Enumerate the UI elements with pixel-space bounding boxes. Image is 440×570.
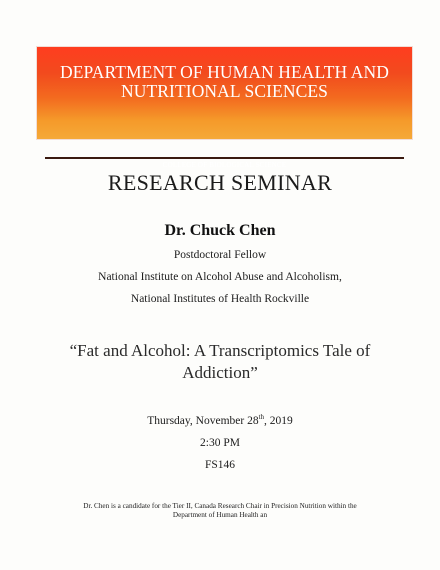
speaker-institute: National Institute on Alcohol Abuse and Alcoholism,	[98, 271, 342, 283]
department-title-line2: NUTRITIONAL SCIENCES	[121, 81, 328, 101]
speaker-organization: National Institutes of Health Rockville	[130, 293, 310, 305]
seminar-heading: RESEARCH SEMINAR	[107, 170, 333, 195]
department-title-line1: DEPARTMENT OF HUMAN HEALTH AND	[60, 62, 389, 82]
talk-title-line2: Addiction”	[182, 363, 258, 382]
department-banner	[37, 47, 412, 169]
department-title	[37, 63, 412, 101]
candidate-note	[40, 502, 400, 520]
candidate-note-line1: Dr. Chen is a candidate for the Tier II, Canada Research Chair in Precision Nutrition within the	[83, 502, 357, 510]
banner-divider	[45, 157, 404, 159]
event-room: FS146	[204, 459, 236, 471]
talk-title-line1: “Fat and Alcohol: A Transcriptomics Tale of	[69, 341, 371, 360]
candidate-note-line2: Department of Human Health an	[172, 511, 268, 519]
speaker-position: Postdoctoral Fellow	[173, 249, 267, 261]
talk-title	[20, 340, 420, 384]
event-date	[0, 413, 440, 427]
event-date-ordinal: th	[258, 413, 265, 421]
speaker-name: Dr. Chuck Chen	[164, 222, 276, 239]
event-time: 2:30 PM	[200, 437, 240, 449]
event-date-year: , 2019	[264, 414, 293, 427]
event-date-main: Thursday, November 28	[147, 414, 259, 427]
college-name: COLLEGE OF BIOLOGICAL SCIENCE	[162, 161, 287, 169]
